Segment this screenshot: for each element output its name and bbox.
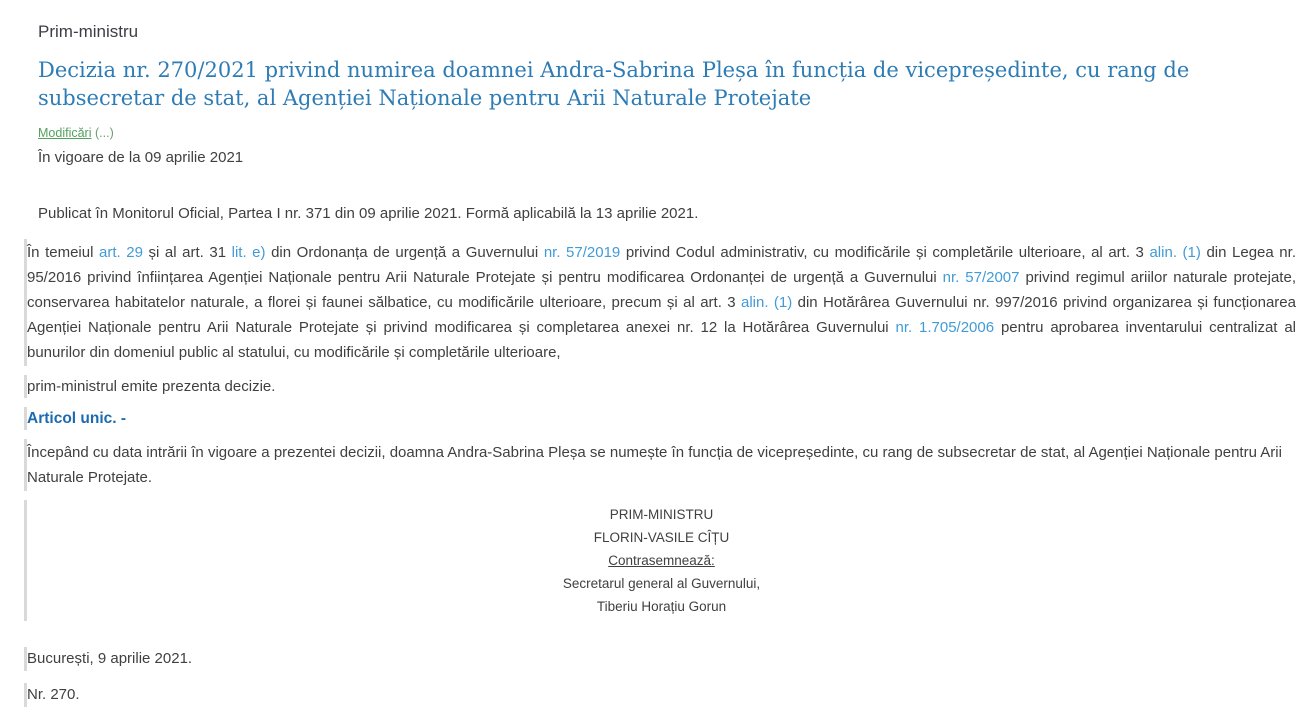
document-number-line: Nr. 270. <box>24 683 1296 707</box>
document-title: Decizia nr. 270/2021 privind numirea doamnei Andra-Sabrina Pleșa în funcția de vicepreședinte, cu rang de subsecretar de stat, al Agenției Naționale pentru Arii Naturale Protejate <box>38 58 1190 110</box>
text-run: privind Codul administrativ, cu modificările și completările ulterioare, al art. 3 <box>620 244 1150 261</box>
modifications-row <box>38 125 1296 141</box>
countersign-label: Contrasemnează: <box>608 553 715 568</box>
modifications-link[interactable]: Modificări <box>38 126 92 140</box>
text-run: privind regimul ariilor naturale protejate, conservarea habitatelor naturale, a florei și faunei sălbatice, cu modificările ulterioare, precum și al art. 3 <box>27 269 1296 311</box>
issuer-kicker: Prim-ministru <box>38 22 139 41</box>
legal-reference-link[interactable]: nr. 57/2019 <box>543 244 621 261</box>
preamble-paragraph <box>24 239 1296 366</box>
legal-reference-link[interactable]: nr. 1.705/2006 <box>895 319 995 336</box>
modifications-suffix: (...) <box>94 126 114 140</box>
text-run: și al art. 31 <box>142 244 232 261</box>
in-force-note: În vigoare de la 09 aprilie 2021 <box>38 149 244 166</box>
place-date-line: București, 9 aprilie 2021. <box>24 647 1296 671</box>
decision-intro-paragraph: prim-ministrul emite prezenta decizie. <box>24 375 1296 398</box>
legal-reference-link[interactable]: nr. 57/2007 <box>942 269 1020 286</box>
text-run: În temeiul <box>27 244 99 261</box>
legal-reference-link[interactable]: alin. (1) <box>740 294 793 311</box>
signature-role: PRIM-MINISTRU <box>609 507 714 522</box>
signature-name: FLORIN-VASILE CÎȚU <box>593 530 730 545</box>
countersigner-name: Tiberiu Horațiu Gorun <box>596 599 727 614</box>
legal-reference-link[interactable]: alin. (1) <box>1149 244 1201 261</box>
text-run: din Hotărârea Guvernului nr. 997/2016 privind organizarea și funcționarea Agenției Naționale pentru Arii Naturale Protejate și privind modificarea și completarea anexei nr. 12 la Hotărârea Guvernului <box>27 294 1296 336</box>
text-run: din Ordonanța de urgență a Guvernului <box>265 244 544 261</box>
article-heading: Articol unic. - <box>24 407 1296 430</box>
document-header <box>24 22 1296 223</box>
publication-note: Publicat în Monitorul Oficial, Partea I nr. 371 din 09 aprilie 2021. Formă aplicabilă la 13 aprilie 2021. <box>38 205 699 222</box>
text-run: din Legea nr. 95/2016 privind înființarea Agenției Naționale pentru Arii Naturale Protejate și pentru modificarea Ordonanței de urgență a Guvernului <box>27 244 1296 286</box>
legal-reference-link[interactable]: art. 29 <box>99 244 143 261</box>
countersigner-role: Secretarul general al Guvernului, <box>562 576 761 591</box>
legal-reference-link[interactable]: lit. e) <box>231 244 266 261</box>
signature-block <box>24 500 1296 621</box>
text-run: pentru aprobarea inventarului centralizat al bunurilor din domeniul public al statului, cu modificările și completările ulterioare, <box>27 319 1296 361</box>
article-body-paragraph: Începând cu data intrării în vigoare a prezentei decizii, doamna Andra-Sabrina Pleșa se numește în funcția de vicepreședinte, cu rang de subsecretar de stat, al Agenției Naționale pentru Arii Naturale Protejate. <box>24 439 1296 491</box>
